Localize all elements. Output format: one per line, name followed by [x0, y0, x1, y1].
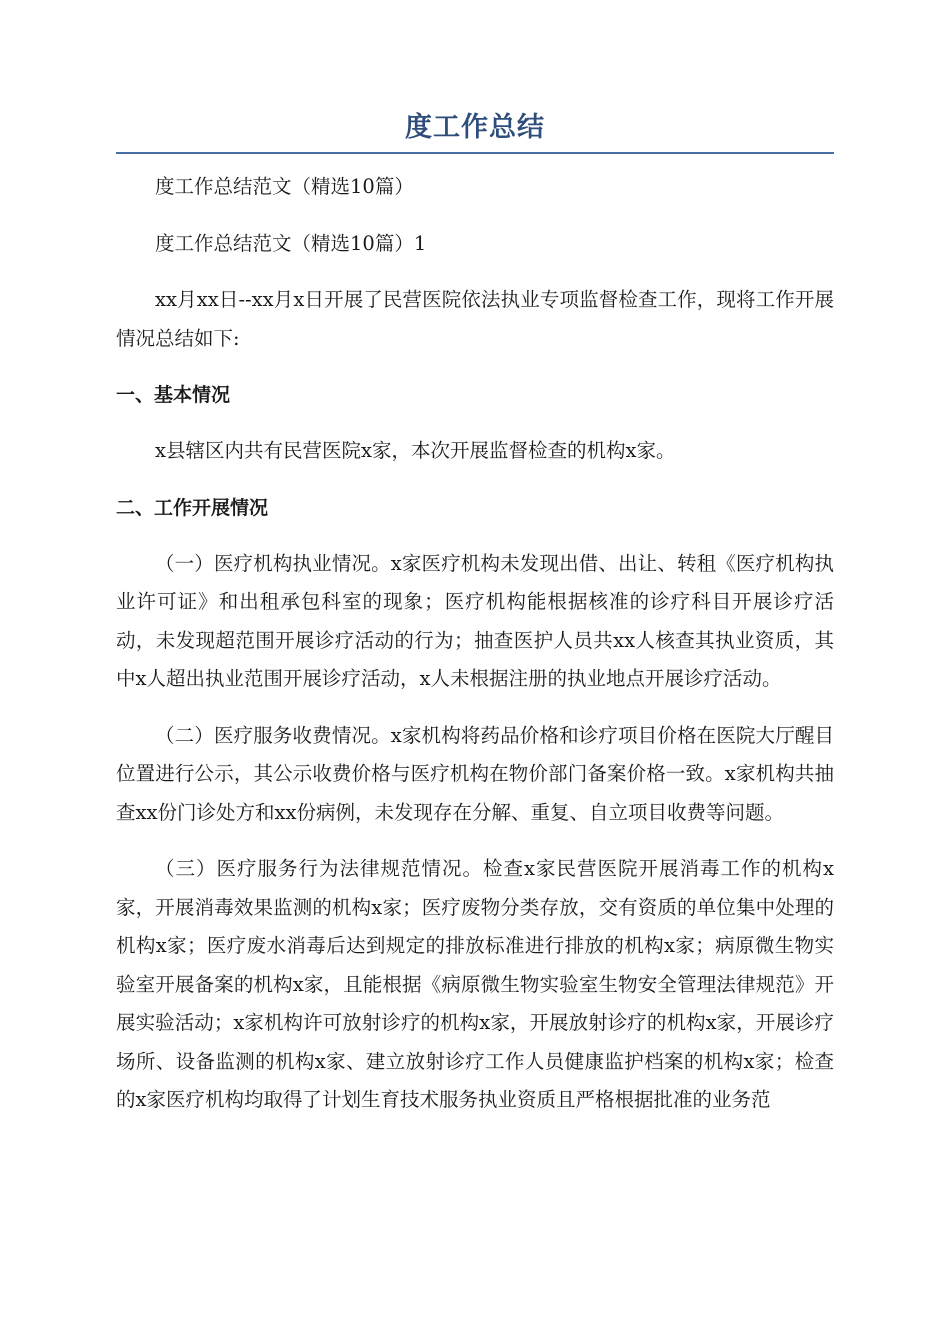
paragraph-legal-norms: （三）医疗服务行为法律规范情况。检查x家民营医院开展消毒工作的机构x家，开展消毒效果监测的机构x家；医疗废物分类存放，交有资质的单位集中处理的机构x家；医疗废水消毒后达到规定的排放标准进行排放的机构x家；病原微生物实验室开展备案的机构x家，且能根据《病原微生物实验室生物安全管理法律规范》开展实验活动；x家机构许可放射诊疗的机构x家，开展放射诊疗的机构x家，开展诊疗场所、设备监测的机构x家、建立放射诊疗工作人员健康监护档案的机构x家；检查的x家医疗机构均取得了计划生育技术服务执业资质且严格根据批准的业务范: [116, 857, 834, 1111]
paragraph-subtitle: 度工作总结范文（精选10篇）: [155, 175, 414, 198]
section-heading-basic: 一、基本情况: [116, 384, 231, 406]
paragraph-medical-practice: （一）医疗机构执业情况。x家医疗机构未发现出借、出让、转租《医疗机构执业许可证》和出租承包科室的现象；医疗机构能根据核准的诊疗科目开展诊疗活动，未发现超范围开展诊疗活动的行为；抽查医护人员共xx人核查其执业资质，其中x人超出执业范围开展诊疗活动，x人未根据注册的执业地点开展诊疗活动。: [116, 551, 834, 690]
section-heading-work: 二、工作开展情况: [116, 496, 269, 519]
paragraph-basic-situation: x县辖区内共有民营医院x家，本次开展监督检查的机构x家。: [155, 439, 676, 462]
paragraph-intro: xx月xx日--xx月x日开展了民营医院依法执业专项监督检查工作，现将工作开展情况总结如下:: [116, 288, 834, 350]
paragraph-service-fees: （二）医疗服务收费情况。x家机构将药品价格和诊疗项目价格在医院大厅醒目位置进行公示，其公示收费价格与医疗机构在物价部门备案价格一致。x家机构共抽查xx份门诊处方和xx份病例，未发现存在分解、重复、自立项目收费等问题。: [116, 723, 834, 824]
title-underline: [116, 152, 834, 154]
document-page: [116, 108, 834, 1138]
document-title: 度工作总结: [405, 112, 545, 143]
paragraph-article-heading: 度工作总结范文（精选10篇）1: [155, 231, 427, 255]
